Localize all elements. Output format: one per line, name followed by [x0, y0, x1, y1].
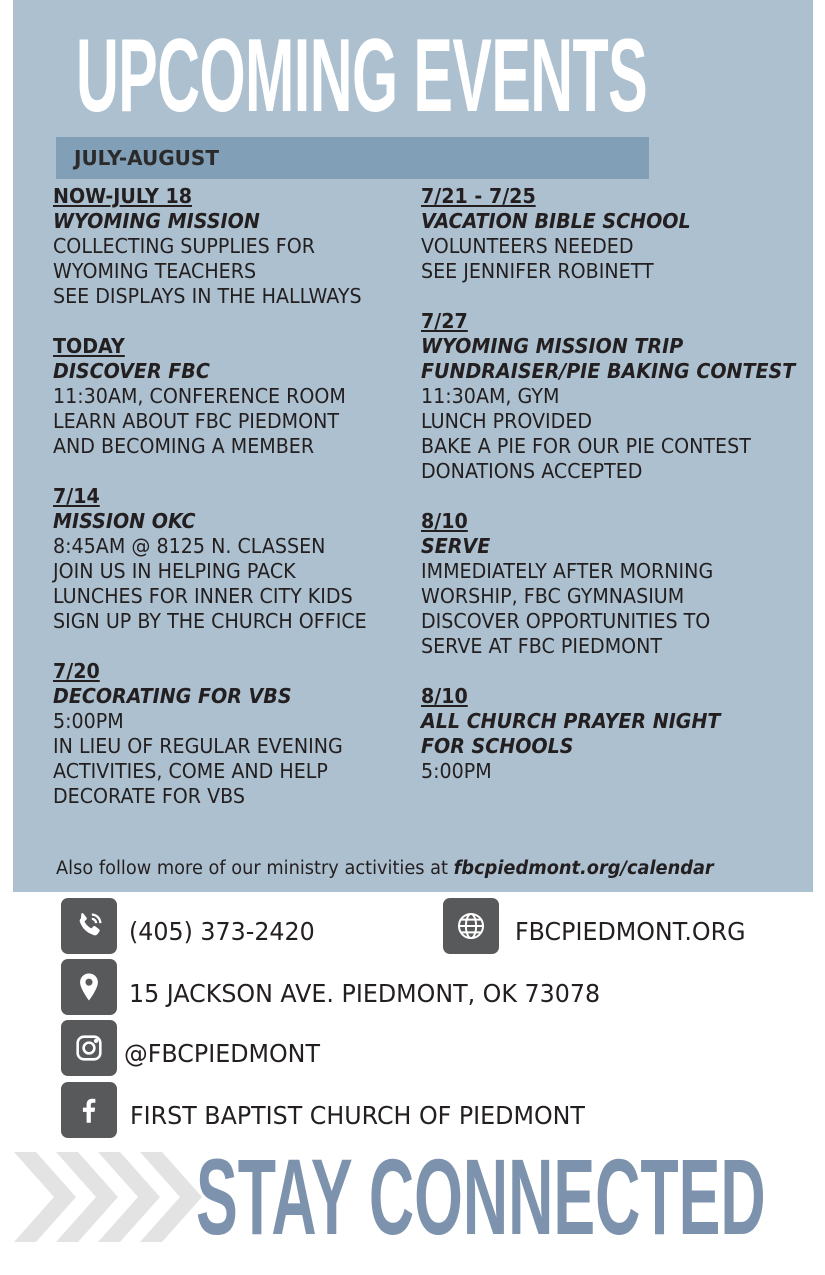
- event-item: [53, 334, 423, 459]
- event-detail: JOIN US IN HELPING PACK: [53, 559, 296, 583]
- event-detail: 5:00PM: [421, 759, 492, 783]
- event-name: FUNDRAISER/PIE BAKING CONTEST: [421, 359, 796, 383]
- event-name: MISSION OKC: [53, 509, 196, 533]
- facebook-icon: [61, 1082, 117, 1138]
- event-detail: LUNCHES FOR INNER CITY KIDS: [53, 584, 353, 608]
- events-column-right: [421, 184, 801, 809]
- event-name: VACATION BIBLE SCHOOL: [421, 209, 691, 233]
- calendar-link[interactable]: fbcpiedmont.org/calendar: [453, 858, 714, 879]
- phone-number[interactable]: (405) 373-2420: [129, 917, 315, 946]
- chevrons-icon: [14, 1152, 204, 1242]
- stay-connected-banner: STAY CONNECTED: [196, 1136, 766, 1257]
- event-date: 7/14: [53, 484, 100, 508]
- instagram-icon: [61, 1020, 117, 1076]
- event-detail: SERVE AT FBC PIEDMONT: [421, 634, 663, 658]
- website-link[interactable]: FBCPIEDMONT.ORG: [515, 917, 746, 946]
- event-item: [53, 484, 423, 634]
- event-detail: AND BECOMING A MEMBER: [53, 434, 315, 458]
- events-column-left: [53, 184, 423, 834]
- page-title: UPCOMING EVENTS: [76, 18, 648, 134]
- event-name: FOR SCHOOLS: [421, 734, 574, 758]
- instagram-handle[interactable]: @FBCPIEDMONT: [124, 1039, 320, 1068]
- facebook-page[interactable]: FIRST BAPTIST CHURCH OF PIEDMONT: [130, 1101, 585, 1130]
- event-name: WYOMING MISSION TRIP: [421, 334, 684, 358]
- event-detail: 11:30AM, CONFERENCE ROOM: [53, 384, 346, 408]
- event-date: TODAY: [53, 334, 125, 358]
- calendar-note-text: Also follow more of our ministry activities at: [56, 858, 454, 879]
- event-date: 7/21 - 7/25: [421, 184, 536, 208]
- event-detail: LUNCH PROVIDED: [421, 409, 593, 433]
- event-detail: WYOMING TEACHERS: [53, 259, 257, 283]
- event-detail: DECORATE FOR VBS: [53, 784, 246, 808]
- event-item: [421, 309, 801, 484]
- event-detail: SEE JENNIFER ROBINETT: [421, 259, 654, 283]
- event-detail: VOLUNTEERS NEEDED: [421, 234, 634, 258]
- event-detail: BAKE A PIE FOR OUR PIE CONTEST: [421, 434, 751, 458]
- event-detail: 11:30AM, GYM: [421, 384, 560, 408]
- event-name: ALL CHURCH PRAYER NIGHT: [421, 709, 721, 733]
- location-pin-icon: [61, 959, 117, 1015]
- event-item: [53, 659, 423, 809]
- event-item: [421, 684, 801, 784]
- event-detail: SEE DISPLAYS IN THE HALLWAYS: [53, 284, 362, 308]
- event-detail: 5:00PM: [53, 709, 124, 733]
- event-name: DISCOVER FBC: [53, 359, 210, 383]
- event-detail: DISCOVER OPPORTUNITIES TO: [421, 609, 711, 633]
- calendar-note: [56, 856, 714, 882]
- phone-icon: [61, 898, 117, 954]
- event-date: 8/10: [421, 684, 468, 708]
- event-detail: WORSHIP, FBC GYMNASIUM: [421, 584, 685, 608]
- event-detail: IMMEDIATELY AFTER MORNING: [421, 559, 714, 583]
- event-detail: ACTIVITIES, COME AND HELP: [53, 759, 328, 783]
- event-date: 7/27: [421, 309, 468, 333]
- period-banner: JULY-AUGUST: [56, 137, 649, 179]
- event-item: [421, 509, 801, 659]
- event-item: [53, 184, 423, 309]
- event-detail: SIGN UP BY THE CHURCH OFFICE: [53, 609, 367, 633]
- event-detail: COLLECTING SUPPLIES FOR: [53, 234, 316, 258]
- event-name: DECORATING FOR VBS: [53, 684, 292, 708]
- event-name: WYOMING MISSION: [53, 209, 260, 233]
- event-item: [421, 184, 801, 284]
- event-detail: IN LIEU OF REGULAR EVENING: [53, 734, 343, 758]
- event-name: SERVE: [421, 534, 491, 558]
- event-detail: DONATIONS ACCEPTED: [421, 459, 643, 483]
- address: 15 JACKSON AVE. PIEDMONT, OK 73078: [129, 979, 601, 1008]
- event-detail: 8:45AM @ 8125 N. CLASSEN: [53, 534, 326, 558]
- event-date: 7/20: [53, 659, 100, 683]
- globe-icon: [443, 898, 499, 954]
- event-date: 8/10: [421, 509, 468, 533]
- event-date: NOW-JULY 18: [53, 184, 192, 208]
- event-detail: LEARN ABOUT FBC PIEDMONT: [53, 409, 340, 433]
